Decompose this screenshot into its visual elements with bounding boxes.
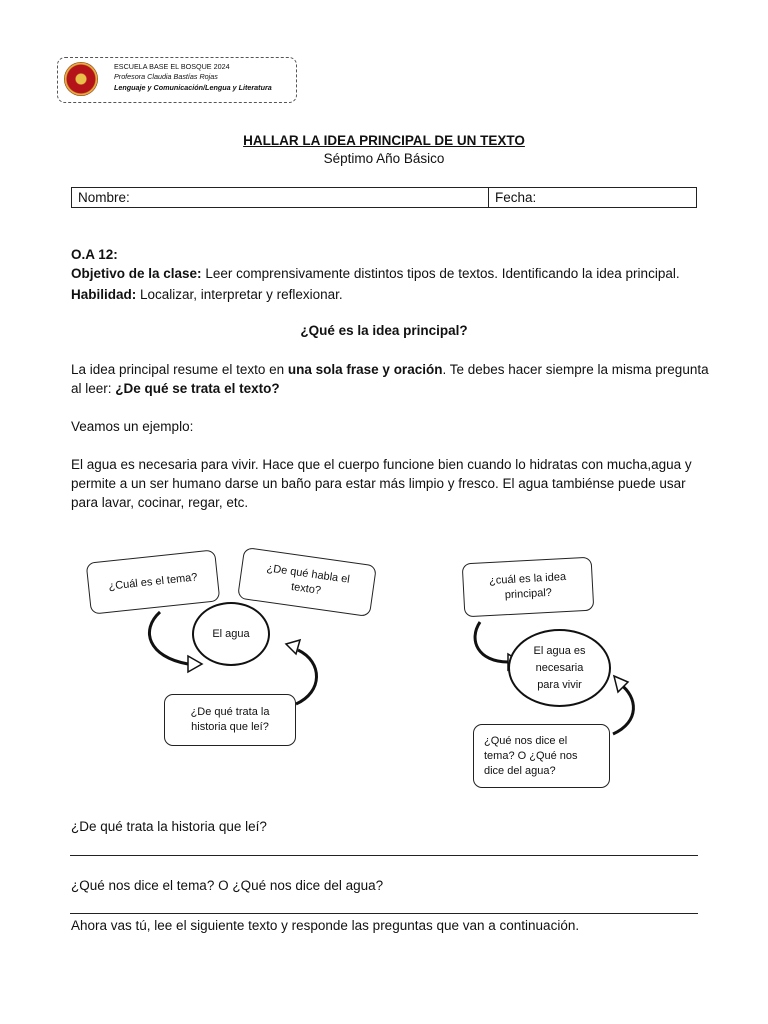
arrow-right-right <box>613 684 633 734</box>
skill-line <box>71 285 343 304</box>
example-intro: Veamos un ejemplo: <box>71 419 194 434</box>
student-info-table <box>71 187 697 208</box>
definition-text-cont: . Te debes hacer siempre la misma pregunta <box>442 362 709 377</box>
arrow-right-top <box>475 622 508 662</box>
arrow-left-right <box>296 650 317 704</box>
skill-text: Localizar, interpretar y reflexionar. <box>136 287 343 302</box>
definition-text-end: al leer: <box>71 381 116 396</box>
question-2: ¿Qué nos dice el tema? O ¿Qué nos dice del agua? <box>71 878 384 893</box>
objective-text: Leer comprensivamente distintos tipos de textos. Identificando la idea principal. <box>201 266 680 281</box>
definition-line-2 <box>71 379 280 398</box>
center-el-agua: El agua <box>192 602 270 666</box>
school-name: ESCUELA BASE EL BOSQUE 2024 <box>114 62 230 71</box>
closing-instruction: Ahora vas tú, lee el siguiente texto y responde las preguntas que van a continuación. <box>71 918 580 933</box>
example-line-3: para lavar, cocinar, regar, etc. <box>71 495 249 510</box>
arrow-head-left-right <box>286 640 300 654</box>
bubble-de-que-habla: ¿De qué habla el texto? <box>237 547 377 617</box>
concept-diagram <box>68 512 720 802</box>
page-subtitle: Séptimo Año Básico <box>323 151 445 166</box>
school-crest-logo <box>64 62 98 96</box>
center-el-agua-es-necesaria: El agua es necesaria para vivir <box>508 629 611 707</box>
subject-name: Lenguaje y Comunicación/Lengua y Literatura <box>114 83 272 92</box>
objective-line <box>71 264 680 283</box>
definition-line-1 <box>71 360 709 379</box>
bubble-cual-es-la-idea: ¿cuál es la idea principal? <box>462 557 595 618</box>
answer-line-2[interactable] <box>70 913 698 914</box>
question-heading: ¿Qué es la idea principal? <box>300 323 468 338</box>
arrow-head-left-top <box>188 656 202 672</box>
page-title: HALLAR LA IDEA PRINCIPAL DE UN TEXTO <box>243 133 525 148</box>
definition-emphasis: una sola frase y oración <box>287 362 443 377</box>
bubble-de-que-trata: ¿De qué trata la historia que leí? <box>164 694 296 746</box>
objective-label: Objetivo de la clase: <box>71 266 202 281</box>
date-field[interactable]: Fecha: <box>495 190 537 205</box>
example-line-2: permite a un ser humano darse un baño para estar más limpio y fresco. El agua tambiénse puede usar <box>71 476 686 491</box>
name-field[interactable]: Nombre: <box>72 188 489 207</box>
bubble-que-nos-dice: ¿Qué nos dice el tema? O ¿Qué nos dice del agua? <box>473 724 610 788</box>
teacher-name: Profesora Claudia Bastías Rojas <box>114 72 218 81</box>
oa-code: O.A 12: <box>71 247 118 262</box>
example-line-1: El agua es necesaria para vivir. Hace que el cuerpo funcione bien cuando lo hidratas con mucha,agua y <box>71 457 692 472</box>
definition-text: La idea principal resume el texto en <box>71 362 288 377</box>
school-header-badge <box>57 57 297 103</box>
skill-label: Habilidad: <box>71 287 137 302</box>
arrow-left-top <box>149 612 188 664</box>
bubble-cual-es-el-tema: ¿Cuál es el tema? <box>86 549 221 614</box>
key-question: ¿De qué se trata el texto? <box>115 381 280 396</box>
answer-line-1[interactable] <box>70 855 698 856</box>
question-1: ¿De qué trata la historia que leí? <box>71 819 267 834</box>
